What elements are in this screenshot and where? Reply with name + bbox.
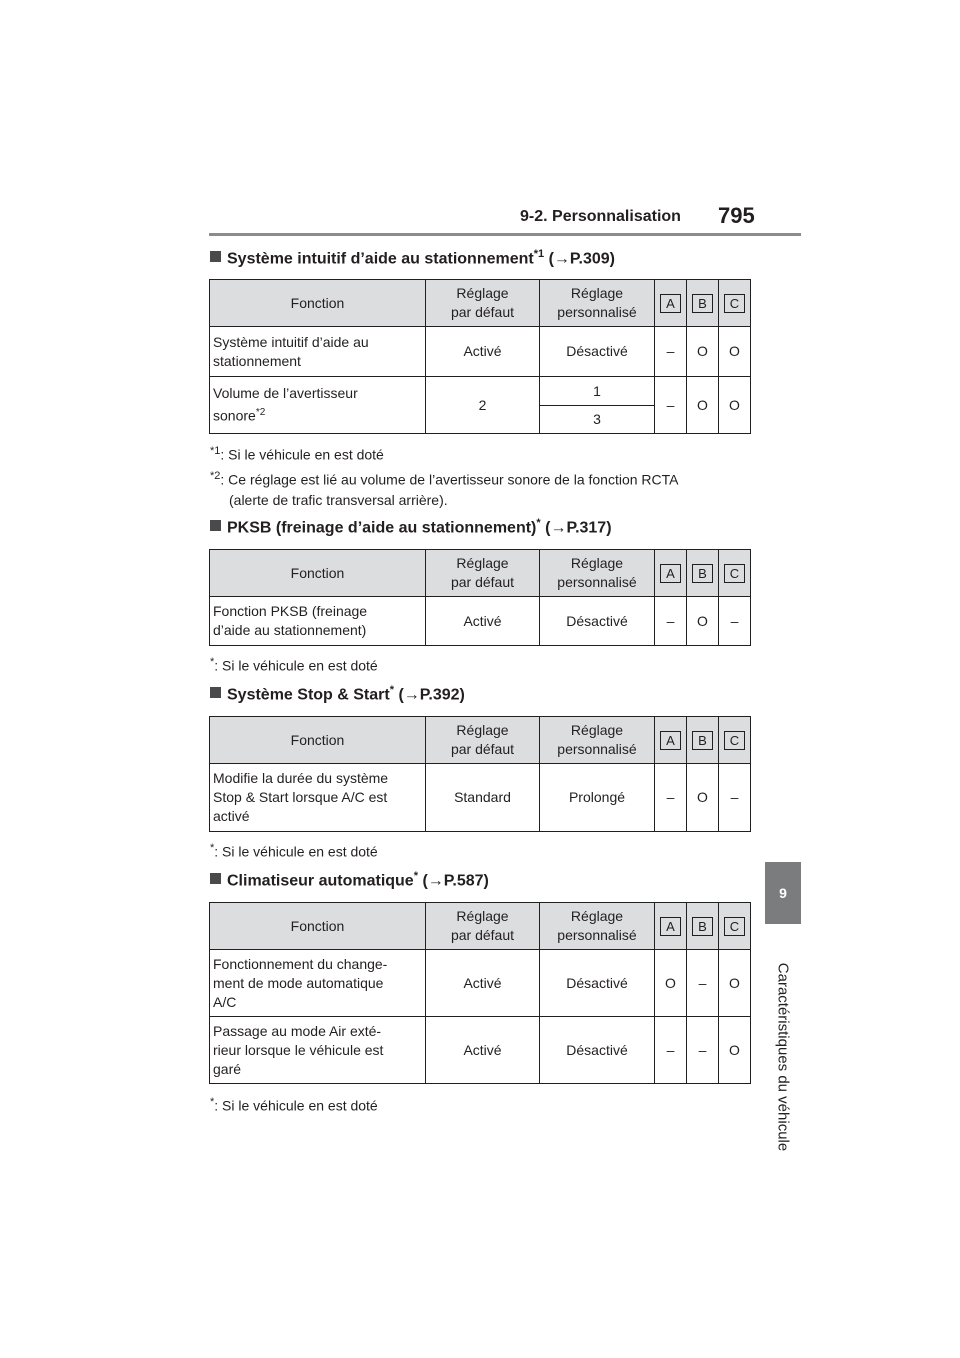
table-row <box>210 764 751 832</box>
col-fonction: Fonction <box>210 717 426 764</box>
col-custom-line2: personnalisé <box>557 927 637 943</box>
footnote-text: : Si le véhicule en est doté <box>220 446 384 463</box>
page-reference: (→P.392) <box>398 686 465 704</box>
footnote-mark: * <box>210 1096 215 1108</box>
custom-cell: Désactivé <box>540 950 655 1017</box>
label-b: B <box>692 917 713 936</box>
default-cell: Standard <box>426 764 540 832</box>
c-cell: O <box>719 950 751 1017</box>
chapter-tab <box>765 862 801 924</box>
a-cell: – <box>655 377 687 434</box>
footnote-mark: * <box>536 517 541 529</box>
footnote-text: (alerte de trafic transversal arrière). <box>229 491 448 508</box>
function-line: Stop & Start lorsque A/C est <box>213 789 388 805</box>
section-heading <box>210 517 612 537</box>
footnote-text: : Si le véhicule en est doté <box>214 843 378 860</box>
function-line: Volume de l’avertisseur <box>213 385 358 402</box>
label-a: A <box>660 294 681 313</box>
function-line: Passage au mode Air exté- <box>213 1022 382 1039</box>
section-heading <box>210 684 465 704</box>
col-default-line2: par défaut <box>450 741 515 757</box>
page-reference: (→P.317) <box>545 519 612 537</box>
function-line: Modifie la durée du système <box>213 770 389 786</box>
c-cell: – <box>719 764 751 832</box>
a-cell: – <box>655 597 687 646</box>
footnote <box>210 441 384 465</box>
col-c <box>719 280 751 327</box>
custom-cell: Désactivé <box>540 327 655 377</box>
label-b: B <box>692 731 713 750</box>
label-a: A <box>660 731 681 750</box>
footnote-text: : Si le véhicule en est doté <box>214 657 378 674</box>
default-cell: Activé <box>426 327 540 377</box>
b-cell: O <box>687 377 719 434</box>
settings-table <box>209 716 751 832</box>
col-default-line2: par défaut <box>450 574 515 590</box>
function-cell <box>210 764 426 832</box>
footnote-mark: * <box>389 684 394 696</box>
section-title: Système Stop & Start <box>227 686 390 704</box>
function-line: Système intuitif d’aide au <box>213 333 369 350</box>
label-a: A <box>660 917 681 936</box>
col-custom-line1: Réglage <box>570 555 624 571</box>
custom-cell: Désactivé <box>540 1017 655 1084</box>
col-custom <box>540 280 655 327</box>
col-a <box>655 903 687 950</box>
section-title: PKSB (freinage d’aide au stationnement) <box>227 519 537 537</box>
footnote-text: : Ce réglage est lié au volume de l’avertisseur sonore de la fonction RCTA <box>220 471 679 488</box>
square-bullet-icon <box>210 687 221 698</box>
b-cell: O <box>687 764 719 832</box>
footnote-mark: * <box>413 870 418 882</box>
custom-cell: 1 <box>540 377 655 406</box>
a-cell: – <box>655 764 687 832</box>
label-c: C <box>724 564 745 583</box>
c-cell: O <box>719 327 751 377</box>
col-default-line2: par défaut <box>450 304 515 320</box>
function-line: sonore <box>213 407 256 424</box>
default-cell: 2 <box>426 377 540 434</box>
label-b: B <box>692 564 713 583</box>
function-line: stationnement <box>213 352 301 369</box>
b-cell: O <box>687 597 719 646</box>
function-line: ment de mode automatique <box>213 974 384 991</box>
page-reference: (→P.309) <box>548 250 615 268</box>
custom-cell: Prolongé <box>540 764 655 832</box>
col-custom <box>540 903 655 950</box>
col-default-line1: Réglage <box>456 285 509 301</box>
footnote-mark: *1 <box>533 248 545 260</box>
col-a <box>655 280 687 327</box>
col-custom-line1: Réglage <box>570 908 624 924</box>
b-cell: O <box>687 327 719 377</box>
page-reference: (→P.587) <box>422 872 489 890</box>
settings-table <box>209 279 751 434</box>
function-line: d’aide au stationnement) <box>213 622 367 638</box>
footnote-mark: * <box>210 842 215 854</box>
square-bullet-icon <box>210 520 221 531</box>
table-header-row <box>210 550 751 597</box>
c-cell: O <box>719 377 751 434</box>
col-b <box>687 280 719 327</box>
function-line: Fonctionnement du change- <box>213 955 388 972</box>
col-fonction: Fonction <box>210 550 426 597</box>
b-cell: – <box>687 1017 719 1084</box>
settings-table <box>209 549 751 646</box>
table-header-row <box>210 903 751 950</box>
col-b <box>687 717 719 764</box>
c-cell: O <box>719 1017 751 1084</box>
footnote-mark: *1 <box>210 445 221 457</box>
chapter-side-title: Caractéristiques du véhicule <box>774 962 792 1152</box>
footnote <box>210 652 378 676</box>
section-heading <box>210 870 489 890</box>
label-c: C <box>724 731 745 750</box>
function-cell <box>210 377 426 434</box>
col-c <box>719 717 751 764</box>
a-cell: – <box>655 327 687 377</box>
default-cell: Activé <box>426 950 540 1017</box>
table-header-row <box>210 717 751 764</box>
section-header-title: 9-2. Personnalisation <box>520 208 681 225</box>
settings-table <box>209 902 751 1084</box>
function-line: activé <box>213 808 250 824</box>
table-header-row <box>210 280 751 327</box>
col-default-line1: Réglage <box>456 555 509 571</box>
default-cell: Activé <box>426 597 540 646</box>
c-cell: – <box>719 597 751 646</box>
col-custom-line1: Réglage <box>570 722 624 738</box>
table-row <box>210 1017 751 1084</box>
custom-cell: Désactivé <box>540 597 655 646</box>
square-bullet-icon <box>210 251 221 262</box>
col-custom-line2: personnalisé <box>557 741 637 757</box>
section-heading <box>210 248 615 268</box>
function-line: garé <box>213 1060 242 1077</box>
label-c: C <box>724 917 745 936</box>
function-cell <box>210 950 426 1017</box>
col-custom-line1: Réglage <box>570 285 624 301</box>
table-row <box>210 327 751 377</box>
col-custom <box>540 550 655 597</box>
footnote <box>210 838 378 862</box>
chapter-number: 9 <box>779 885 787 901</box>
col-default-line1: Réglage <box>456 722 509 738</box>
col-custom-line2: personnalisé <box>557 574 637 590</box>
function-line: rieur lorsque le véhicule est <box>213 1041 384 1058</box>
footnote-mark: *2 <box>210 470 221 482</box>
table-row <box>210 950 751 1017</box>
page-number: 795 <box>718 203 755 228</box>
col-default <box>426 903 540 950</box>
label-b: B <box>692 294 713 313</box>
col-custom <box>540 717 655 764</box>
col-b <box>687 550 719 597</box>
footnote-mark: * <box>210 656 215 668</box>
label-a: A <box>660 564 681 583</box>
function-cell <box>210 327 426 377</box>
label-c: C <box>724 294 745 313</box>
col-custom-line2: personnalisé <box>557 304 637 320</box>
col-a <box>655 550 687 597</box>
footnote-mark: *2 <box>255 407 266 419</box>
col-default-line2: par défaut <box>450 927 515 943</box>
col-c <box>719 903 751 950</box>
function-line: A/C <box>213 993 237 1010</box>
section-title: Système intuitif d’aide au stationnement <box>227 250 534 268</box>
a-cell: O <box>655 950 687 1017</box>
col-default <box>426 550 540 597</box>
col-a <box>655 717 687 764</box>
table-row <box>210 377 751 406</box>
section-title: Climatiseur automatique <box>227 872 414 890</box>
col-fonction: Fonction <box>210 903 426 950</box>
footnote-text: : Si le véhicule en est doté <box>214 1097 378 1114</box>
col-default-line1: Réglage <box>456 908 509 924</box>
b-cell: – <box>687 950 719 1017</box>
function-cell <box>210 1017 426 1084</box>
col-c <box>719 550 751 597</box>
a-cell: – <box>655 1017 687 1084</box>
table-row <box>210 597 751 646</box>
function-line: Fonction PKSB (freinage <box>213 603 368 619</box>
square-bullet-icon <box>210 873 221 884</box>
custom-cell: 3 <box>540 406 655 434</box>
col-default <box>426 717 540 764</box>
default-cell: Activé <box>426 1017 540 1084</box>
function-cell <box>210 597 426 646</box>
col-b <box>687 903 719 950</box>
footnote <box>210 1092 378 1116</box>
col-default <box>426 280 540 327</box>
col-fonction: Fonction <box>210 280 426 327</box>
footnote <box>210 466 679 510</box>
header-rule <box>209 233 801 236</box>
